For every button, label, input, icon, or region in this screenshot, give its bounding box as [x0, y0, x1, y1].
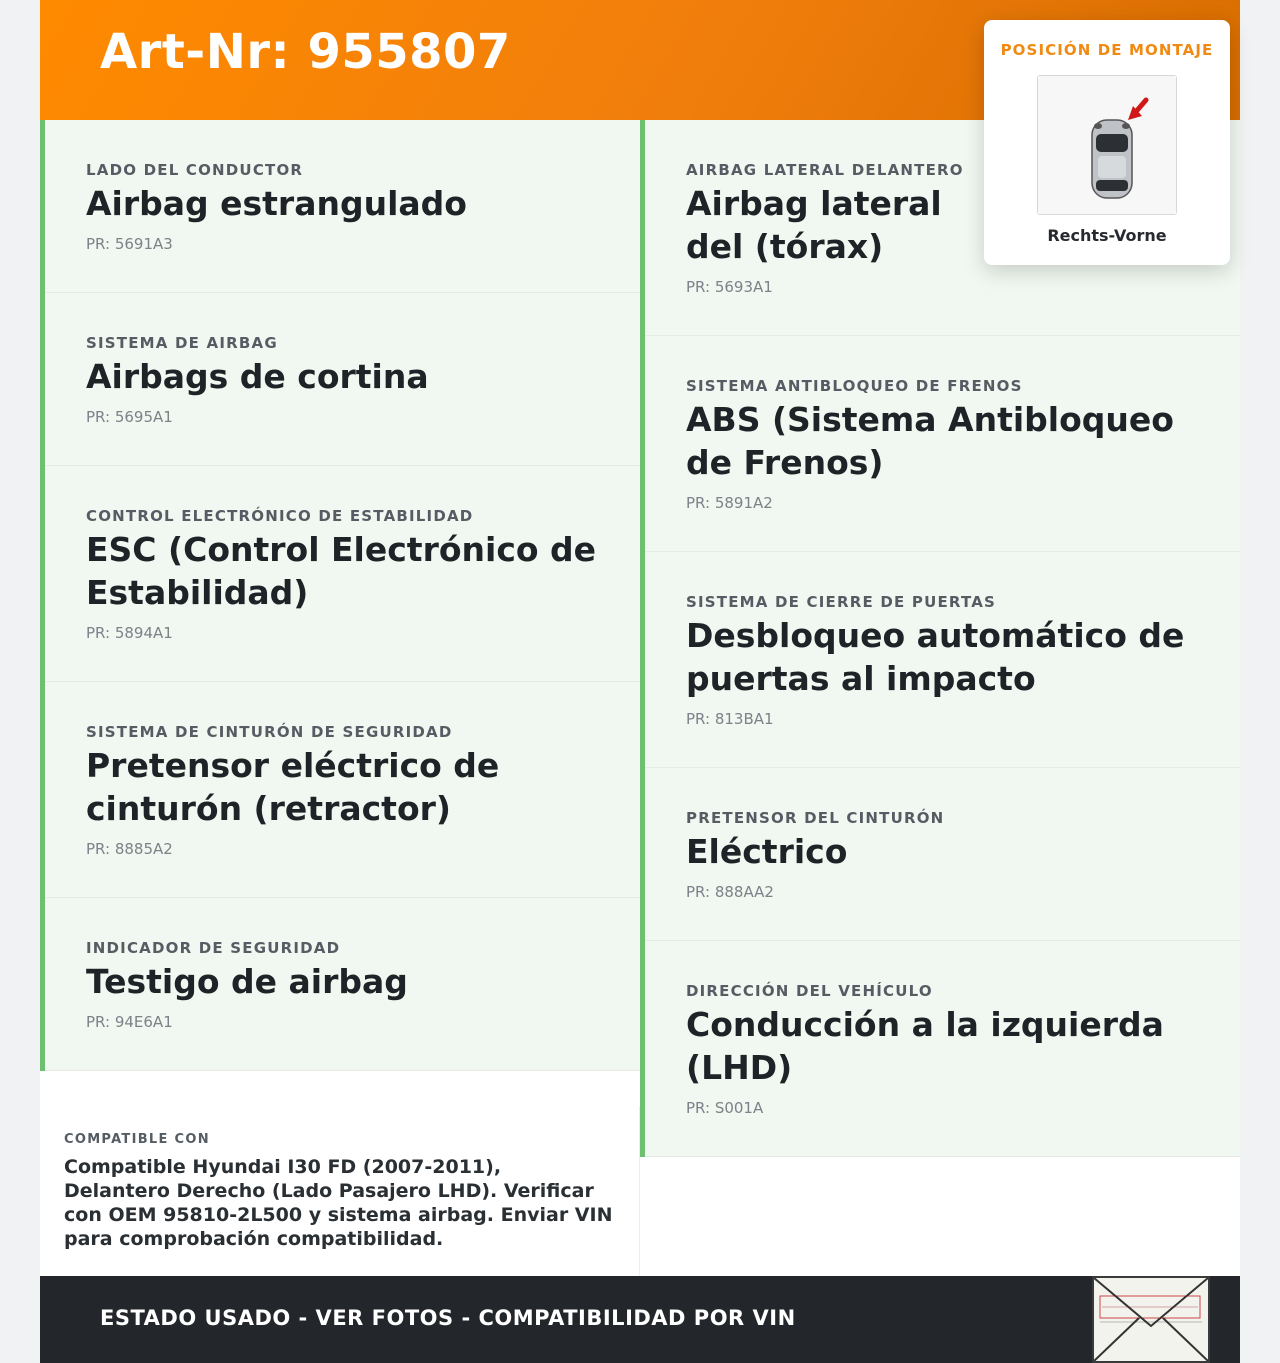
spec-label: SISTEMA DE CINTURÓN DE SEGURIDAD: [86, 723, 453, 741]
spec-label: DIRECCIÓN DEL VEHÍCULO: [686, 982, 933, 1000]
spec-value: Airbags de cortina: [86, 357, 429, 396]
mounting-position-card: [984, 20, 1230, 265]
spec-pr-code: PR: 94E6A1: [86, 1013, 173, 1031]
mounting-position-caption: Rechts-Vorne: [1047, 226, 1167, 245]
spec-cell: [45, 682, 640, 898]
spec-sheet: [40, 0, 1240, 1363]
spec-label: AIRBAG LATERAL DELANTERO: [686, 161, 964, 179]
spec-cell: [645, 552, 1240, 768]
envelope-stamp-icon: [1092, 1276, 1210, 1363]
spec-value: Eléctrico: [686, 832, 848, 871]
spec-value: Airbag estrangulado: [86, 184, 467, 223]
spec-cell: [45, 466, 640, 682]
spec-cell: [645, 941, 1240, 1157]
spec-cell: [645, 768, 1240, 941]
spec-cell: [45, 120, 640, 293]
footer-text: ESTADO USADO - VER FOTOS - COMPATIBILIDAD POR VIN: [100, 1306, 796, 1330]
spec-pr-code: PR: 888AA2: [686, 883, 774, 901]
compatibility-box: [40, 1106, 640, 1276]
spec-label: PRETENSOR DEL CINTURÓN: [686, 809, 945, 827]
spec-pr-code: PR: 5691A3: [86, 235, 173, 253]
spec-value: Testigo de airbag: [86, 962, 408, 1001]
spec-value: Airbag lateral del (tórax): [686, 184, 942, 266]
spec-value: ABS (Sistema Antibloqueo de Frenos): [686, 400, 1174, 482]
spec-column-left: [40, 120, 640, 1071]
spec-label: SISTEMA DE AIRBAG: [86, 334, 278, 352]
spec-column-right: [640, 120, 1240, 1157]
spec-label: LADO DEL CONDUCTOR: [86, 161, 304, 179]
spec-pr-code: PR: 5693A1: [686, 278, 773, 296]
spec-label: CONTROL ELECTRÓNICO DE ESTABILIDAD: [86, 507, 474, 525]
spec-pr-code: PR: 8885A2: [86, 840, 173, 858]
spec-value: Conducción a la izquierda (LHD): [686, 1005, 1164, 1087]
spec-pr-code: PR: 5695A1: [86, 408, 173, 426]
car-top-view-icon: [1037, 75, 1177, 215]
spec-label: INDICADOR DE SEGURIDAD: [86, 939, 341, 957]
spec-pr-code: PR: 813BA1: [686, 710, 774, 728]
spec-cell: [45, 898, 640, 1071]
spec-value: Desbloqueo automático de puertas al impacto: [686, 616, 1185, 698]
article-number-title: Art-Nr: 955807: [100, 24, 511, 80]
spec-cell: [645, 336, 1240, 552]
spec-label: SISTEMA ANTIBLOQUEO DE FRENOS: [686, 377, 1023, 395]
mounting-position-title: POSICIÓN DE MONTAJE: [1000, 41, 1214, 59]
compatibility-label: COMPATIBLE CON: [64, 1132, 210, 1147]
spec-pr-code: PR: S001A: [686, 1099, 764, 1117]
footer-bar: [40, 1276, 1240, 1363]
spec-cell: [45, 293, 640, 466]
spec-pr-code: PR: 5891A2: [686, 494, 773, 512]
spec-value: Pretensor eléctrico de cinturón (retractor): [86, 746, 500, 828]
spec-pr-code: PR: 5894A1: [86, 624, 173, 642]
spec-value: ESC (Control Electrónico de Estabilidad): [86, 530, 597, 612]
spec-label: SISTEMA DE CIERRE DE PUERTAS: [686, 593, 997, 611]
compatibility-text: Compatible Hyundai I30 FD (2007-2011), Delantero Derecho (Lado Pasajero LHD). Verificar con OEM 95810-2L500 y sistema airbag. Enviar VIN para comprobación compatibilidad.: [64, 1156, 613, 1250]
